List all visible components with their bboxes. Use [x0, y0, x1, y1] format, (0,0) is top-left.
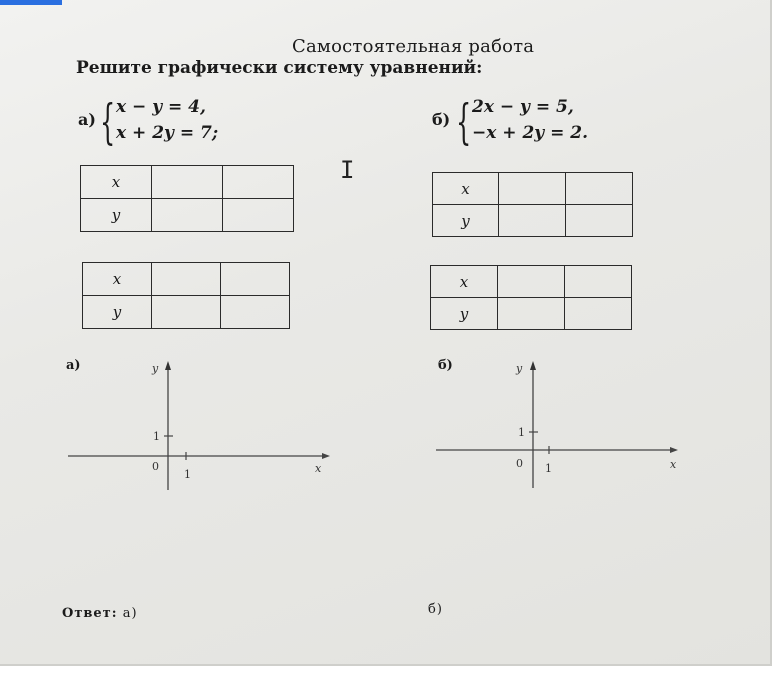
origin-label: 0: [516, 457, 523, 470]
table-cell[interactable]: [152, 199, 223, 232]
table-cell[interactable]: [221, 296, 290, 329]
table-cell[interactable]: [565, 298, 632, 330]
y-axis-label: y: [516, 362, 523, 375]
window-tab-accent: [0, 0, 62, 5]
brace-b: {: [456, 94, 472, 150]
x-axis-label: x: [315, 462, 322, 475]
table-cell-x: x: [81, 166, 152, 199]
value-table-b1: [432, 172, 633, 237]
y-tick-label: 1: [153, 430, 160, 443]
table-cell-x: x: [83, 263, 152, 296]
table-cell[interactable]: [152, 263, 221, 296]
answer-a-label: а): [122, 606, 138, 621]
x-axis-label: x: [670, 458, 677, 471]
y-axis-arrow: [165, 361, 171, 370]
answer-label: Ответ:: [62, 606, 118, 621]
x-axis-arrow: [670, 447, 678, 453]
coordinate-plane-b: [430, 350, 690, 500]
value-table-a1: [80, 165, 294, 232]
origin-label: 0: [152, 460, 159, 473]
value-table-a2: [82, 262, 290, 329]
table-cell[interactable]: [152, 296, 221, 329]
table-cell-y: y: [81, 199, 152, 232]
table-cell-y: y: [83, 296, 152, 329]
equation-b1: 2x − y = 5,: [472, 97, 574, 117]
x-axis-arrow: [322, 453, 330, 459]
coordinate-plane-a: [60, 350, 340, 500]
table-cell[interactable]: [499, 205, 566, 237]
graph-b-label: б): [438, 358, 453, 373]
table-cell-y: y: [433, 205, 499, 237]
y-axis-label: y: [152, 362, 159, 375]
table-cell[interactable]: [498, 266, 565, 298]
table-cell[interactable]: [498, 298, 565, 330]
table-cell[interactable]: [566, 173, 633, 205]
table-cell[interactable]: [565, 266, 632, 298]
answer-line: [62, 606, 138, 621]
x-tick-label: 1: [545, 462, 552, 475]
table-cell[interactable]: [223, 199, 294, 232]
value-table-b2: [430, 265, 632, 330]
table-cell[interactable]: [221, 263, 290, 296]
brace-a: {: [100, 94, 116, 150]
equation-b2: −x + 2y = 2.: [472, 123, 588, 143]
equation-a2: x + 2y = 7;: [116, 123, 219, 143]
y-axis-arrow: [530, 361, 536, 370]
table-cell[interactable]: [499, 173, 566, 205]
answer-b-label: б): [428, 602, 443, 617]
graph-a-label: а): [66, 358, 81, 373]
equation-a1: x − y = 4,: [116, 97, 206, 117]
table-cell-y: y: [431, 298, 498, 330]
part-b-label: б): [432, 110, 451, 129]
table-cell[interactable]: [566, 205, 633, 237]
part-a-label: а): [78, 110, 96, 129]
x-tick-label: 1: [184, 468, 191, 481]
page-title: Самостоятельная работа: [292, 36, 535, 57]
y-tick-label: 1: [518, 426, 525, 439]
task-instruction: Решите графически систему уравнений:: [76, 58, 483, 78]
table-cell-x: x: [431, 266, 498, 298]
table-cell-x: x: [433, 173, 499, 205]
table-cell[interactable]: [223, 166, 294, 199]
table-cell[interactable]: [152, 166, 223, 199]
text-cursor-icon: I: [340, 156, 355, 184]
